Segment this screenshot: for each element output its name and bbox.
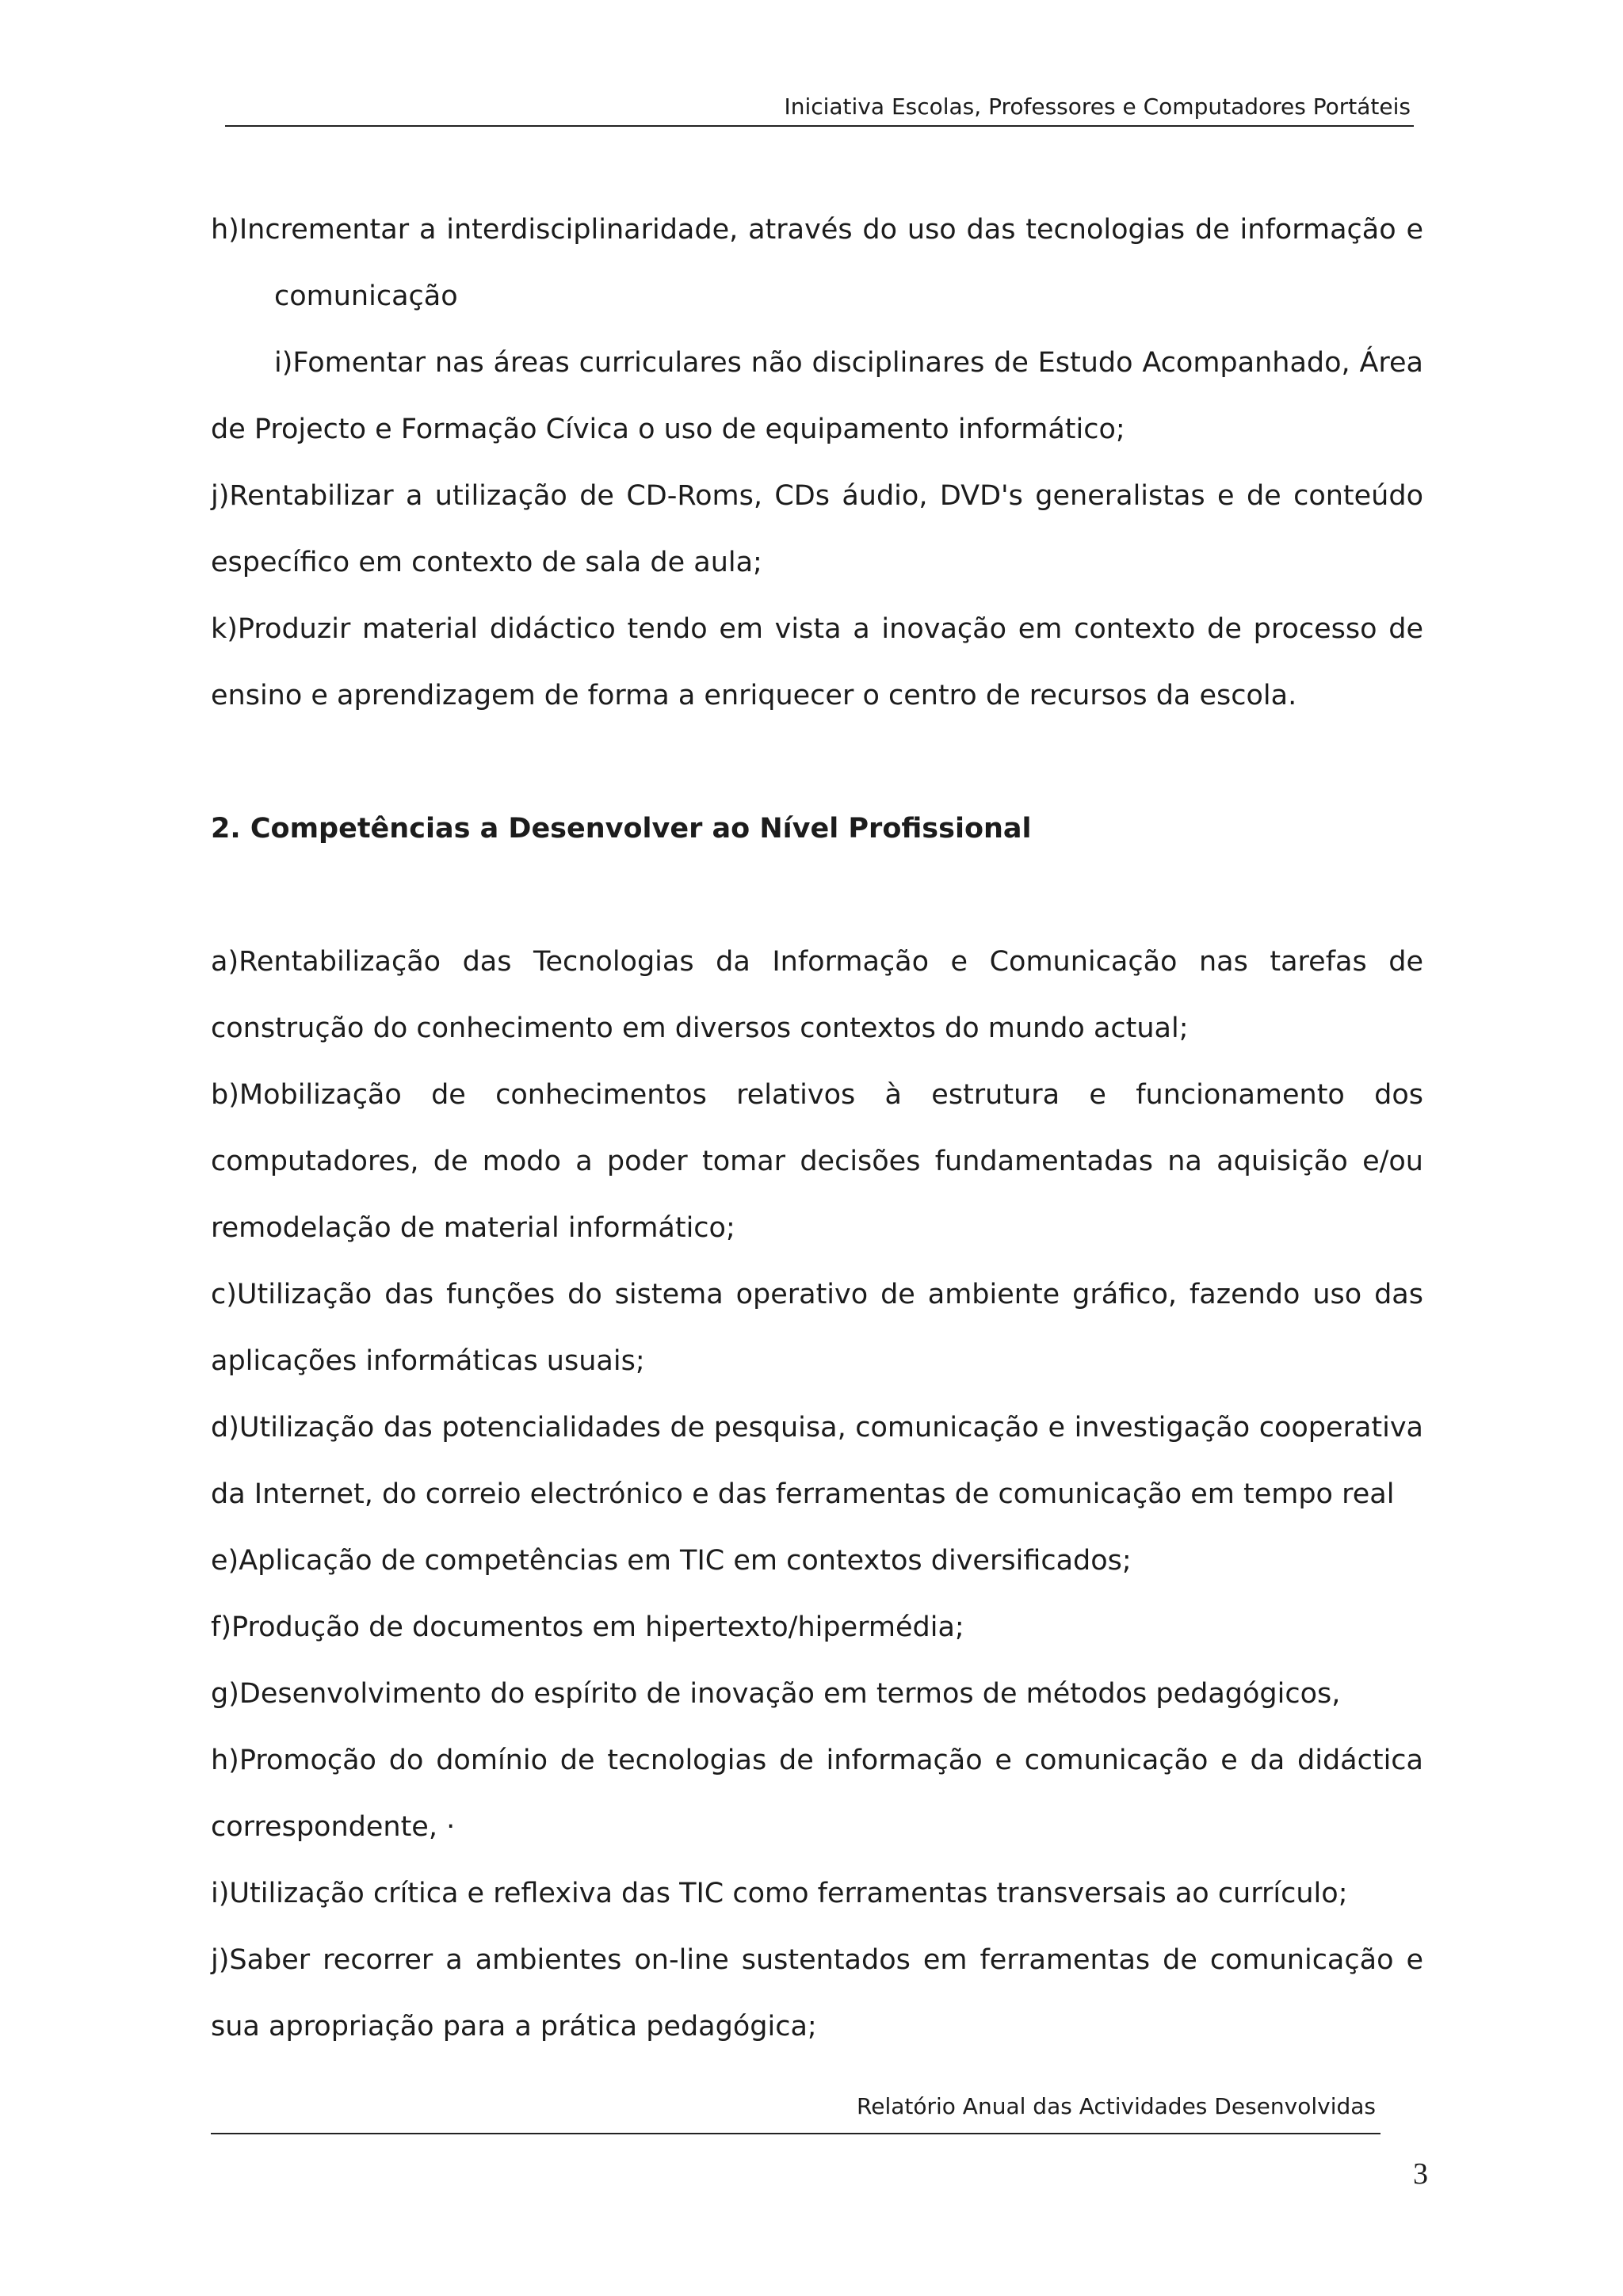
page-number: 3 bbox=[1413, 2157, 1428, 2191]
section-line: aplicações informáticas usuais; bbox=[211, 1345, 645, 1377]
running-header: Iniciativa Escolas, Professores e Computadores Portáteis bbox=[784, 93, 1411, 120]
section-line: i)Utilização crítica e reflexiva das TIC como ferramentas transversais ao currículo; bbox=[211, 1878, 1348, 1909]
body-line: h)Incrementar a interdisciplinaridade, através do uso das tecnologias de informação e bbox=[211, 214, 1423, 246]
body-line: j)Rentabilizar a utilização de CD-Roms, CDs áudio, DVD's generalistas e de conteúdo bbox=[211, 480, 1423, 512]
section-line: correspondente, · bbox=[211, 1811, 456, 1843]
section-line: a)Rentabilização das Tecnologias da Informação e Comunicação nas tarefas de bbox=[211, 946, 1423, 978]
body-line: de Projecto e Formação Cívica o uso de equipamento informático; bbox=[211, 414, 1125, 445]
section-line: f)Produção de documentos em hipertexto/hipermédia; bbox=[211, 1611, 964, 1643]
section-line: sua apropriação para a prática pedagógica; bbox=[211, 2011, 817, 2042]
footer-divider bbox=[211, 2133, 1381, 2134]
section-line: j)Saber recorrer a ambientes on-line sustentados em ferramentas de comunicação e bbox=[211, 1944, 1423, 1976]
section-line: h)Promoção do domínio de tecnologias de informação e comunicação e da didáctica bbox=[211, 1745, 1423, 1776]
body-line: comunicação bbox=[274, 280, 458, 312]
section-line: g)Desenvolvimento do espírito de inovação em termos de métodos pedagógicos, bbox=[211, 1678, 1341, 1710]
section-line: da Internet, do correio electrónico e das ferramentas de comunicação em tempo real bbox=[211, 1478, 1395, 1510]
body-line: específico em contexto de sala de aula; bbox=[211, 547, 762, 578]
section-heading: 2. Competências a Desenvolver ao Nível Profissional bbox=[211, 813, 1032, 845]
header-divider bbox=[225, 125, 1414, 127]
section-line: construção do conhecimento em diversos contextos do mundo actual; bbox=[211, 1013, 1189, 1044]
section-line: remodelação de material informático; bbox=[211, 1212, 735, 1244]
section-line: b)Mobilização de conhecimentos relativos à estrutura e funcionamento dos bbox=[211, 1079, 1423, 1111]
section-line: c)Utilização das funções do sistema operativo de ambiente gráfico, fazendo uso das bbox=[211, 1279, 1423, 1310]
body-line: ensino e aprendizagem de forma a enriquecer o centro de recursos da escola. bbox=[211, 680, 1297, 711]
section-line: d)Utilização das potencialidades de pesquisa, comunicação e investigação cooperativa bbox=[211, 1412, 1423, 1444]
body-line: k)Produzir material didáctico tendo em vista a inovação em contexto de processo de bbox=[211, 613, 1423, 645]
running-footer: Relatório Anual das Actividades Desenvolvidas bbox=[857, 2093, 1376, 2119]
section-line: computadores, de modo a poder tomar decisões fundamentadas na aquisição e/ou bbox=[211, 1146, 1423, 1177]
section-line: e)Aplicação de competências em TIC em contextos diversificados; bbox=[211, 1545, 1132, 1577]
body-line: i)Fomentar nas áreas curriculares não disciplinares de Estudo Acompanhado, Área bbox=[274, 347, 1423, 379]
